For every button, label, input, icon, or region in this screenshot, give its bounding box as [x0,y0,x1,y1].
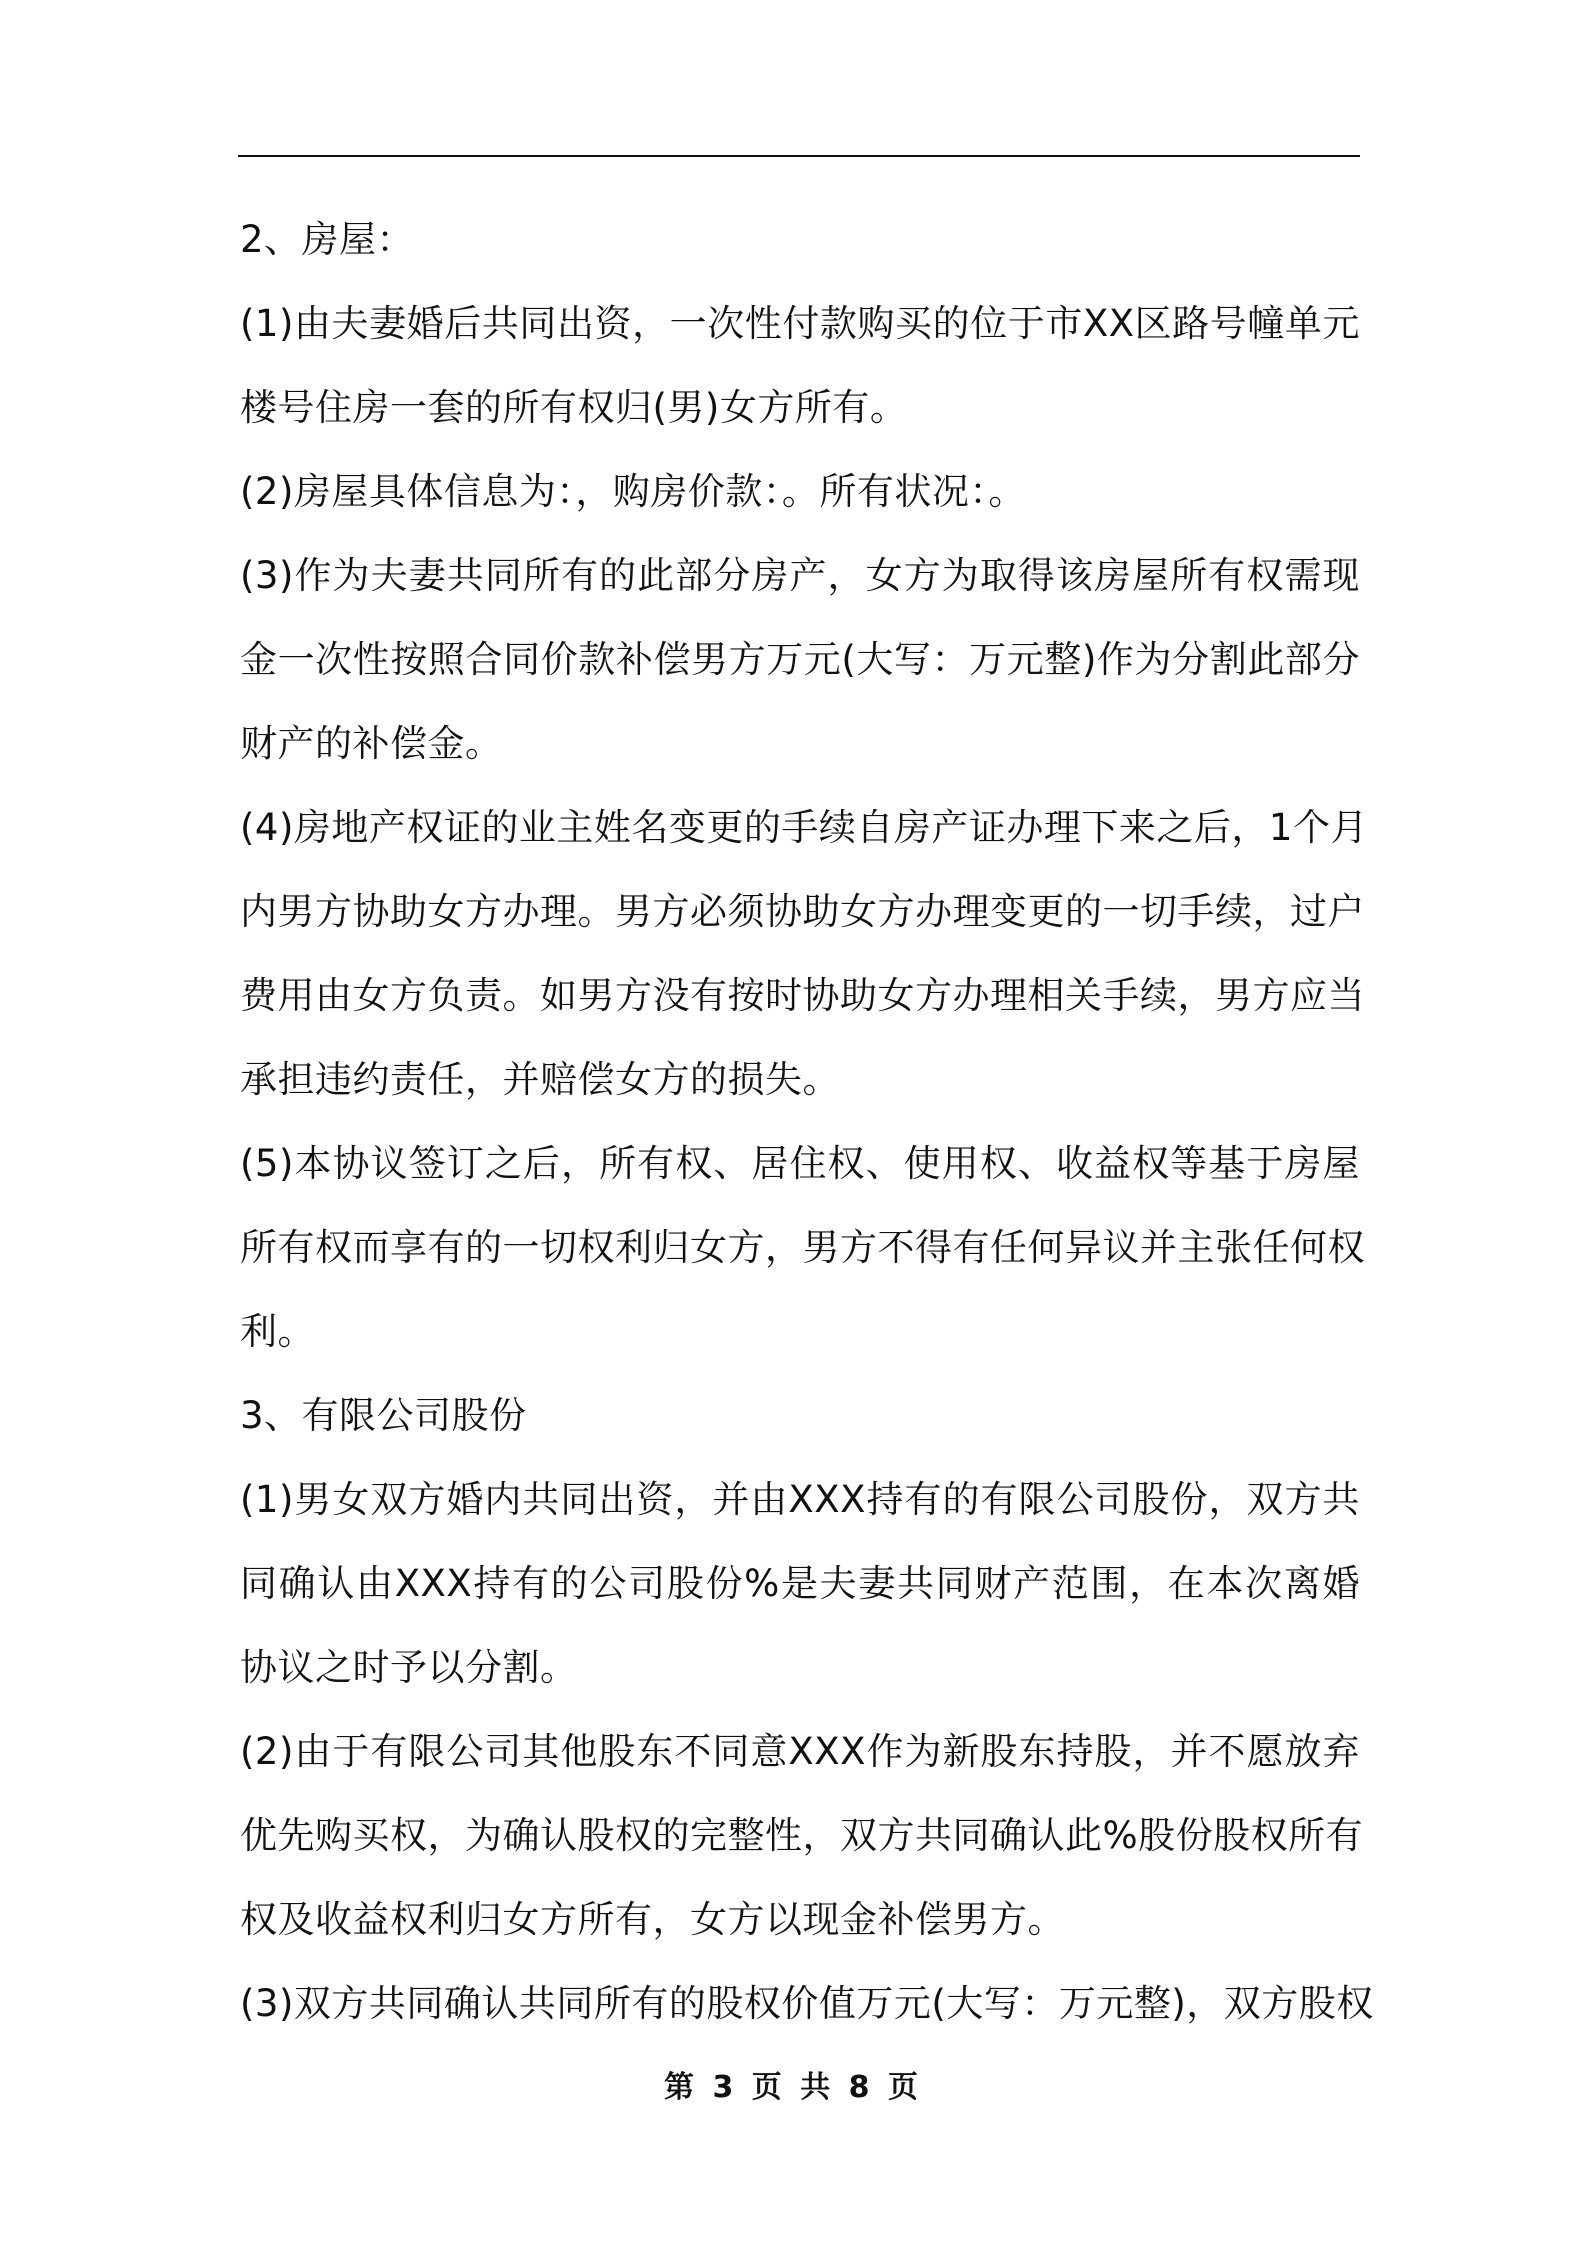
paragraph-line: (4)房地产权证的业主姓名变更的手续自房产证办理下来之后，1个月 [240,806,1368,849]
paragraph-line: 财产的补偿金。 [240,722,503,765]
paragraph-line: 费用由女方负责。如男方没有按时协助女方办理相关手续，男方应当 [240,974,1365,1017]
paragraph-line: 权及收益权利归女方所有，女方以现金补偿男方。 [240,1898,1065,1941]
paragraph-line: 所有权而享有的一切权利归女方，男方不得有任何异议并主张任何权 [240,1226,1365,1269]
paragraph-line: (2)由于有限公司其他股东不同意XXX作为新股东持股，并不愿放弃 [240,1730,1360,1773]
document-body [240,198,1374,2046]
paragraph-line: 楼号住房一套的所有权归(男)女方所有。 [240,386,908,429]
header-divider [238,155,1360,157]
section-heading-house: 2、房屋： [240,218,415,261]
paragraph-line: (5)本协议签订之后，所有权、居住权、使用权、收益权等基于房屋 [240,1142,1360,1185]
paragraph-line: (1)男女双方婚内共同出资，并由XXX持有的有限公司股份，双方共 [240,1478,1360,1521]
paragraph-line: 承担违约责任，并赔偿女方的损失。 [240,1058,840,1101]
paragraph-line: 协议之时予以分割。 [240,1646,578,1689]
paragraph-line: (3)双方共同确认共同所有的股权价值万元(大写：万元整)，双方股权 [240,1982,1374,2025]
paragraph-line: (1)由夫妻婚后共同出资，一次性付款购买的位于市XX区路号幢单元 [240,302,1360,345]
paragraph-line: 内男方协助女方办理。男方必须协助女方办理变更的一切手续，过户 [240,890,1365,933]
paragraph-line: 金一次性按照合同价款补偿男方万元(大写：万元整)作为分割此部分 [240,638,1360,681]
page-number-footer: 第 3 页 共 8 页 [664,2070,922,2105]
paragraph-line: 同确认由XXX持有的公司股份%是夫妻共同财产范围，在本次离婚 [240,1562,1360,1605]
section-heading-shares: 3、有限公司股份 [240,1394,527,1437]
paragraph-line: 优先购买权，为确认股权的完整性，双方共同确认此%股份股权所有 [240,1814,1364,1857]
paragraph-line: (2)房屋具体信息为：，购房价款：。所有状况：。 [240,470,1026,513]
paragraph-line: (3)作为夫妻共同所有的此部分房产，女方为取得该房屋所有权需现 [240,554,1360,597]
paragraph-line: 利。 [240,1310,315,1353]
